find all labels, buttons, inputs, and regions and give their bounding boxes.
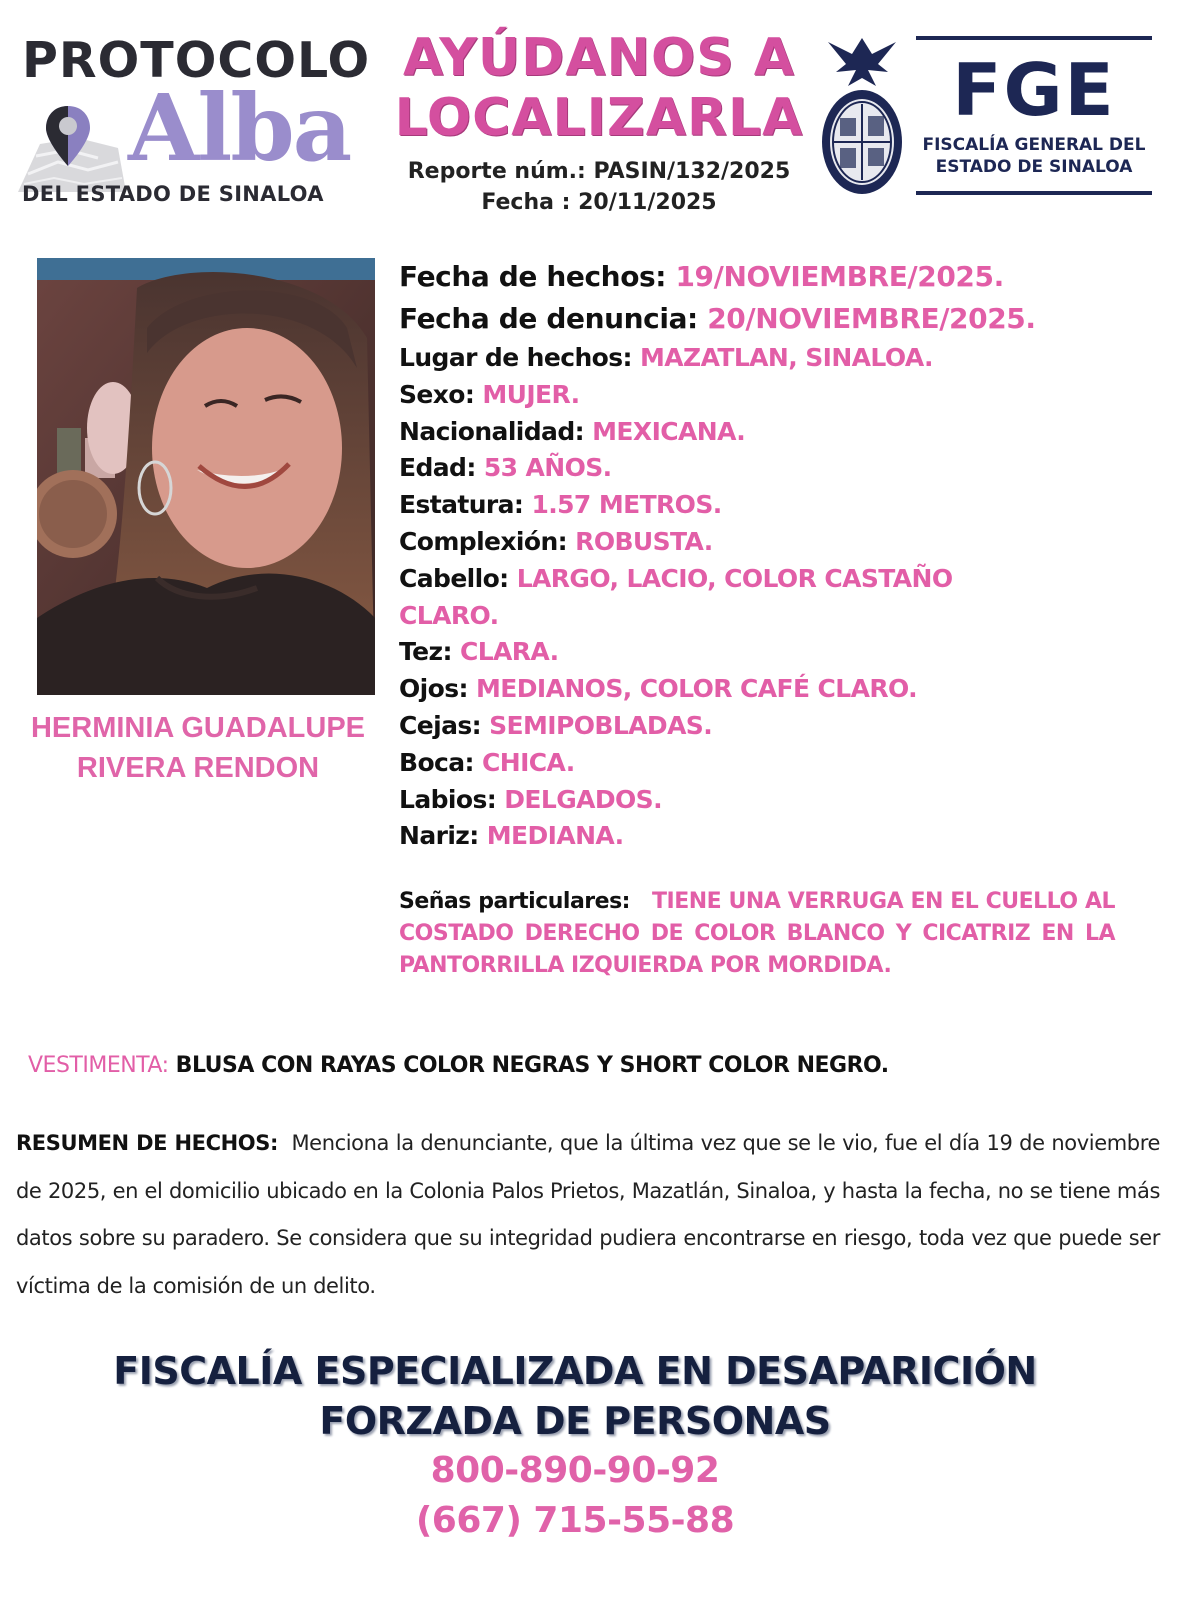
detail-value: 20/NOVIEMBRE/2025. <box>707 302 1036 335</box>
fge-acronym: FGE <box>952 48 1116 132</box>
detail-label: Cejas: <box>399 710 482 740</box>
person-name-line-1: HERMINIA GUADALUPE <box>30 712 366 744</box>
phone-local[interactable]: (667) 715-55-88 <box>415 1500 735 1541</box>
detail-value: MAZATLAN, SINALOA. <box>640 343 933 372</box>
distinguishing-marks <box>399 886 1115 982</box>
detail-label: Fecha de hechos: <box>399 260 667 293</box>
detail-value: 1.57 METROS. <box>531 490 722 520</box>
detail-value: LARGO, LACIO, COLOR CASTAÑO CLARO. <box>399 563 953 630</box>
footer-org-line-1: FISCALÍA ESPECIALIZADA EN DESAPARICIÓN <box>113 1349 1037 1393</box>
detail-label: Tez: <box>399 637 452 667</box>
detail-label: Lugar de hechos: <box>399 343 632 372</box>
vestimenta-label: VESTIMENTA: <box>28 1053 169 1078</box>
logo-alba-text: Alba <box>128 74 351 182</box>
detail-label: Cabello: <box>399 563 509 593</box>
detail-label: Ojos: <box>399 674 468 704</box>
detail-value: CLARA. <box>459 637 559 667</box>
protocolo-alba-logo <box>16 32 376 212</box>
detail-cejas <box>399 708 1119 745</box>
detail-cabello <box>399 561 1039 635</box>
missing-person-photo <box>37 258 375 695</box>
detail-value: SEMIPOBLADAS. <box>489 710 713 740</box>
detail-complexion <box>399 524 1119 561</box>
senas-label: Señas particulares: <box>399 889 630 914</box>
detail-value: MEXICANA. <box>592 416 746 446</box>
fge-top-rule <box>916 36 1152 40</box>
report-date: Fecha : 20/11/2025 <box>481 190 717 215</box>
detail-sexo <box>399 377 1119 414</box>
header-center <box>390 28 808 218</box>
detail-edad <box>399 450 1119 487</box>
footer-contact <box>0 1346 1150 1546</box>
senas-value: TIENE UNA VERRUGA EN EL CUELLO AL COSTADO DERECHO DE COLOR BLANCO Y CICATRIZ EN LA PANTORRILLA IZQUIERDA POR MORDIDA. <box>399 889 1116 978</box>
phone-tollfree[interactable]: 800-890-90-92 <box>430 1450 720 1491</box>
fge-logo <box>818 34 1163 199</box>
detail-fecha-denuncia <box>399 298 1119 340</box>
state-seal-icon <box>818 34 906 196</box>
footer-org-line-2: FORZADA DE PERSONAS <box>319 1399 831 1443</box>
fge-bottom-rule <box>916 191 1152 195</box>
detail-value: DELGADOS. <box>504 784 662 814</box>
resumen-text: Menciona la denunciante, que la última vez que se le vio, fue el día 19 de noviembre de 2025, en el domicilio ubicado en la Colonia Palos Prietos, Mazatlán, Sinaloa, y hasta la fecha, no se tiene más datos sobre su paradero. Se considera que su integridad pudiera encontrarse en riesgo, toda vez que puede ser víctima de la comisión de un delito. <box>16 1131 1160 1298</box>
fge-subtitle-line-1: FISCALÍA GENERAL DEL <box>922 135 1146 155</box>
detail-ojos <box>399 671 1119 708</box>
logo-protocolo-text: PROTOCOLO <box>22 32 371 89</box>
detail-label: Labios: <box>399 784 497 814</box>
detail-label: Boca: <box>399 747 474 777</box>
logo-estado-text: DEL ESTADO DE SINALOA <box>22 182 324 206</box>
person-portrait-image <box>37 258 375 695</box>
detail-tez <box>399 634 1119 671</box>
detail-label: Estatura: <box>399 490 524 520</box>
clothing-description <box>28 1050 889 1082</box>
detail-value: 19/NOVIEMBRE/2025. <box>675 260 1004 293</box>
detail-label: Nariz: <box>399 821 479 851</box>
detail-label: Nacionalidad: <box>399 416 585 446</box>
detail-estatura <box>399 487 1119 524</box>
detail-label: Complexión: <box>399 526 568 556</box>
missing-person-name <box>6 708 390 788</box>
detail-nariz <box>399 818 1119 855</box>
detail-value: 53 AÑOS. <box>483 453 612 483</box>
page-title-line-2: LOCALIZARLA <box>394 88 804 148</box>
detail-value: MEDIANA. <box>486 821 624 851</box>
detail-label: Sexo: <box>399 379 475 409</box>
detail-fecha-hechos <box>399 256 1119 298</box>
detail-value: ROBUSTA. <box>575 526 713 556</box>
fge-subtitle-line-2: ESTADO DE SINALOA <box>935 157 1133 177</box>
detail-value: CHICA. <box>482 747 575 777</box>
detail-label: Fecha de denuncia: <box>399 302 698 335</box>
detail-labios <box>399 782 1119 819</box>
resumen-label: RESUMEN DE HECHOS: <box>16 1131 278 1155</box>
person-name-line-2: RIVERA RENDON <box>76 752 320 784</box>
detail-lugar-hechos <box>399 340 1119 377</box>
detail-label: Edad: <box>399 453 476 483</box>
report-number: Reporte núm.: PASIN/132/2025 <box>407 159 791 184</box>
detail-nacionalidad <box>399 414 1119 451</box>
fge-subtitle <box>910 134 1158 178</box>
case-summary <box>16 1120 1160 1310</box>
person-details-list <box>399 256 1119 855</box>
detail-boca <box>399 745 1119 782</box>
detail-value: MEDIANOS, COLOR CAFÉ CLARO. <box>476 674 918 704</box>
detail-value: MUJER. <box>482 379 580 409</box>
vestimenta-value: BLUSA CON RAYAS COLOR NEGRAS Y SHORT COLOR NEGRO. <box>175 1053 889 1078</box>
page-title-line-1: AYÚDANOS A <box>402 28 796 88</box>
